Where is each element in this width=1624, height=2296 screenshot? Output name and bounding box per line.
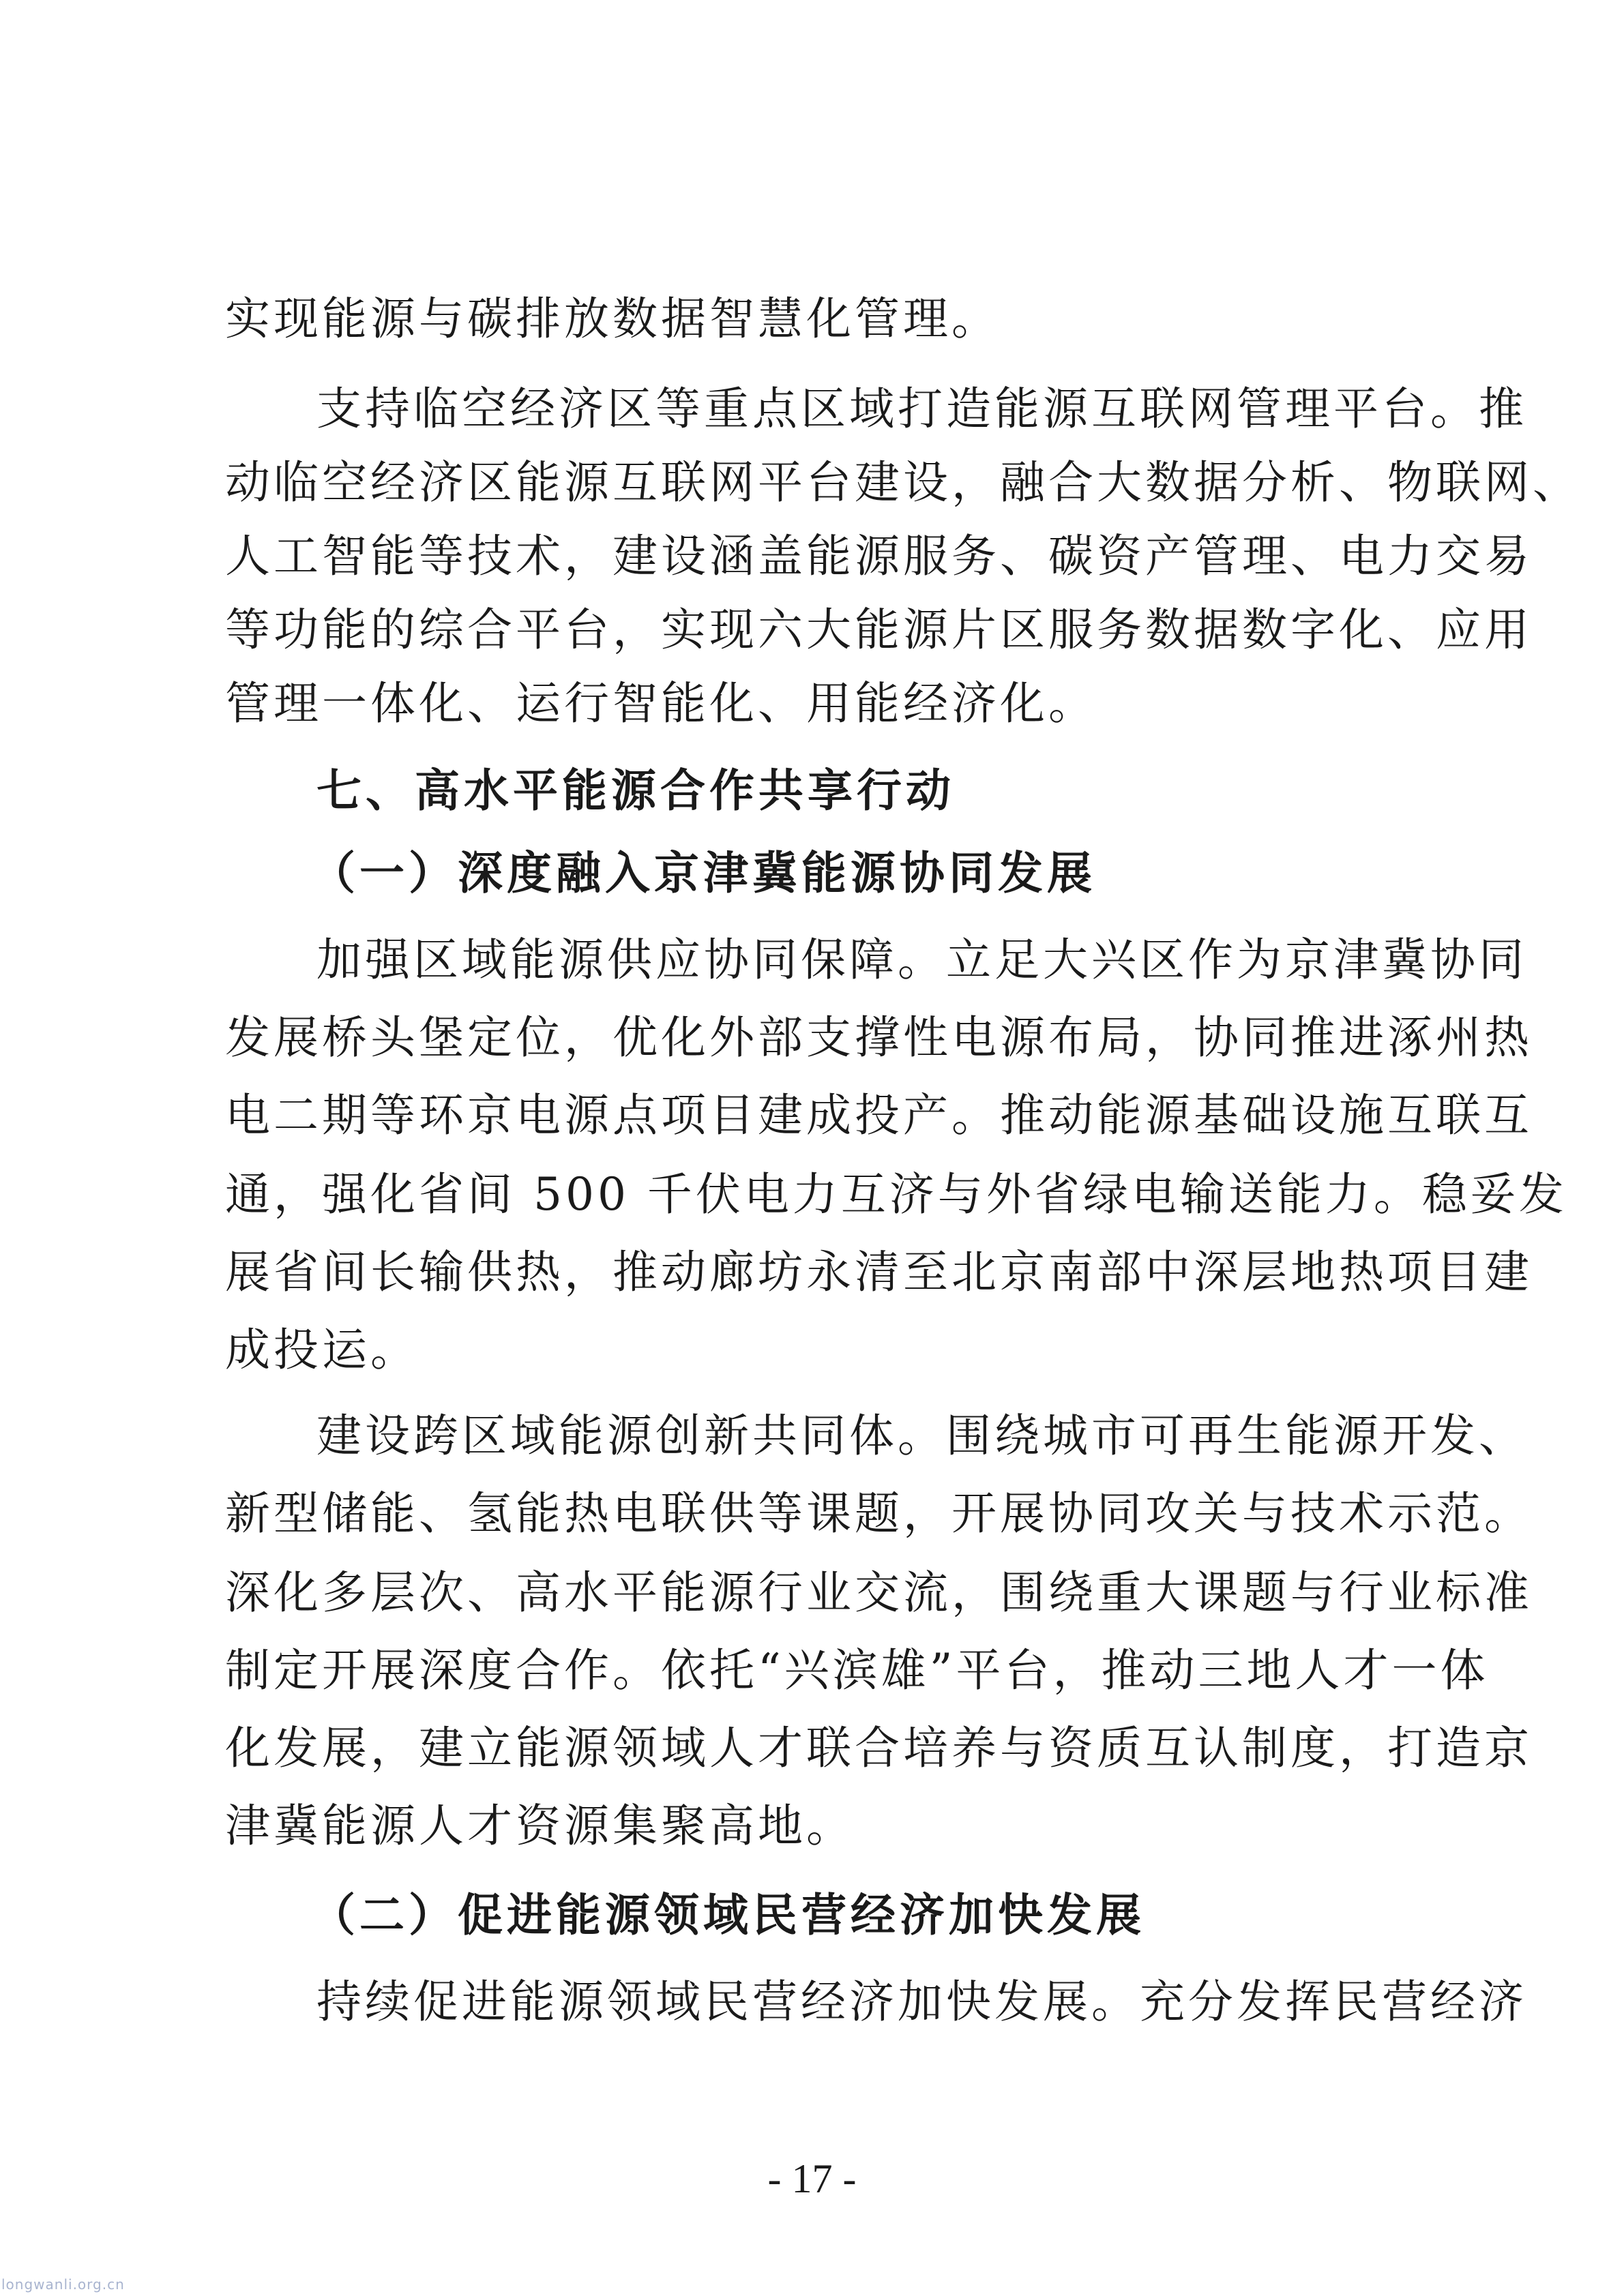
- paragraph-line: 通，强化省间 500 千伏电力互济与外省绿电输送能力。稳妥发: [225, 1168, 1567, 1221]
- page-number: - 17 -: [767, 2156, 857, 2201]
- paragraph-line: 制定开展深度合作。依托“兴滨雄”平台，推动三地人才一体: [225, 1644, 1489, 1697]
- paragraph-line: 新型储能、氢能热电联供等课题，开展协同攻关与技术示范。: [225, 1487, 1533, 1540]
- paragraph-line: 发展桥头堡定位，优化外部支撑性电源布局，协同推进涿州热: [225, 1011, 1533, 1064]
- paragraph-line: 展省间长输供热，推动廊坊永清至北京南部中深层地热项目建: [225, 1246, 1533, 1298]
- paragraph-line: 动临空经济区能源互联网平台建设，融合大数据分析、物联网、: [225, 456, 1581, 509]
- paragraph-line: 津冀能源人才资源集聚高地。: [225, 1800, 855, 1852]
- subsection-heading: （二）促进能源领域民营经济加快发展: [310, 1888, 1145, 1941]
- watermark-text: longwanli.org.cn: [1, 2276, 125, 2293]
- paragraph-line: 实现能源与碳排放数据智慧化管理。: [225, 293, 1000, 345]
- paragraph-line: 建设跨区域能源创新共同体。围绕城市可再生能源开发、: [316, 1410, 1527, 1462]
- paragraph-line: 人工智能等技术，建设涵盖能源服务、碳资产管理、电力交易: [225, 530, 1533, 582]
- paragraph-line: 管理一体化、运行智能化、用能经济化。: [225, 677, 1097, 730]
- paragraph-line: 电二期等环京电源点项目建成投产。推动能源基础设施互联互: [225, 1089, 1533, 1142]
- paragraph-line: 成投运。: [225, 1324, 419, 1376]
- paragraph-line: 支持临空经济区等重点区域打造能源互联网管理平台。推: [316, 383, 1527, 435]
- paragraph-line: 持续促进能源领域民营经济加快发展。充分发挥民营经济: [316, 1976, 1527, 2028]
- paragraph-line: 化发展，建立能源领域人才联合培养与资质互认制度，打造京: [225, 1722, 1533, 1774]
- paragraph-line: 深化多层次、高水平能源行业交流，围绕重大课题与行业标准: [225, 1566, 1533, 1619]
- section-heading: 七、高水平能源合作共享行动: [316, 764, 955, 817]
- paragraph-line: 等功能的综合平台，实现六大能源片区服务数据数字化、应用: [225, 603, 1533, 656]
- paragraph-line: 加强区域能源供应协同保障。立足大兴区作为京津冀协同: [316, 934, 1527, 986]
- subsection-heading: （一）深度融入京津冀能源协同发展: [310, 846, 1096, 899]
